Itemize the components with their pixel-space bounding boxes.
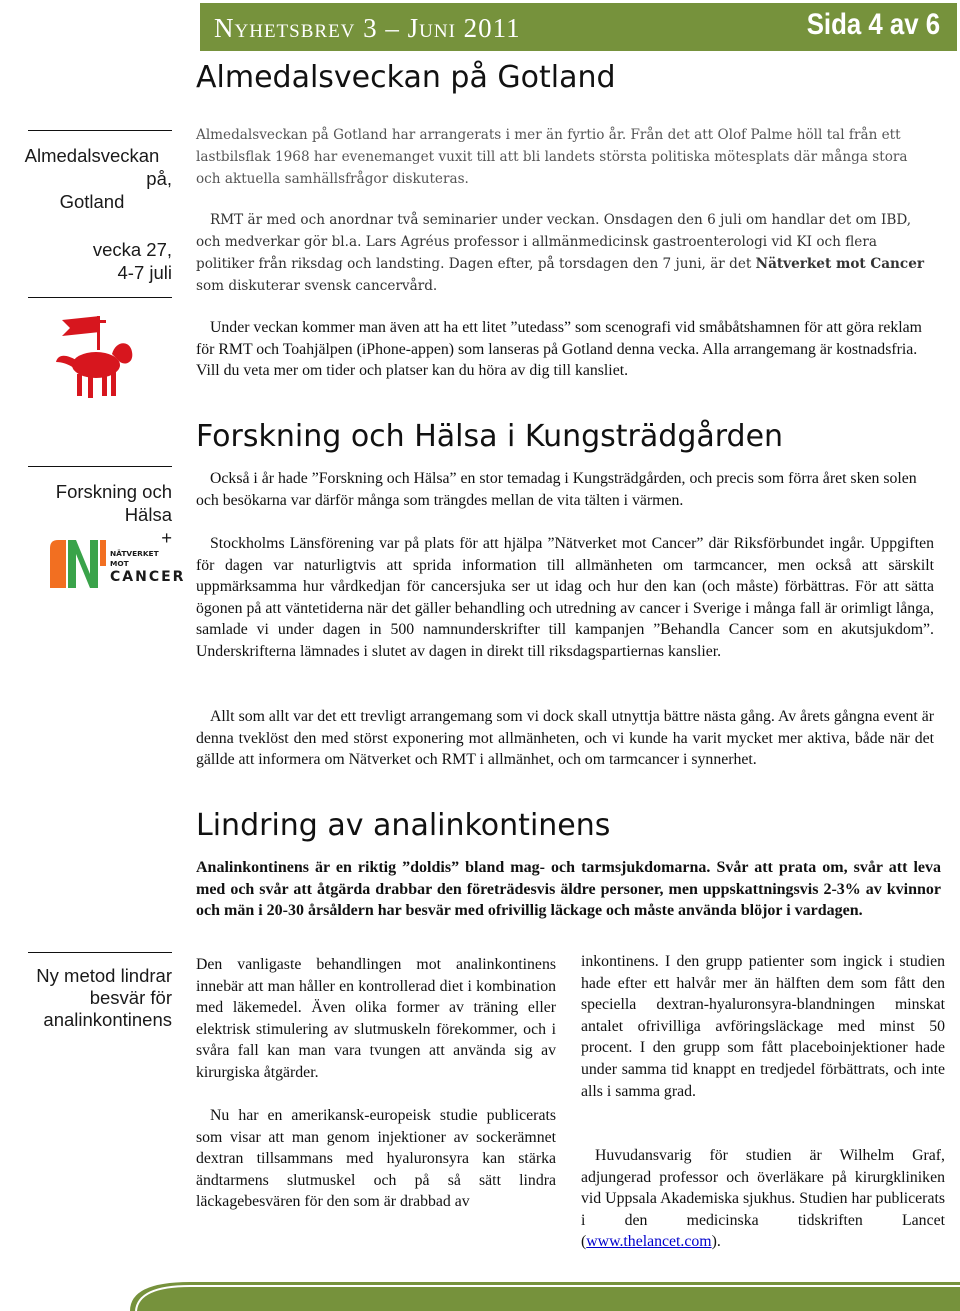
lindring-col2-paragraph-1: inkontinens. I den grupp patienter som ingick i studien hade efter ett halvår mer än hälften dem som fått den speciella dextran-hyaluronsyra-blandningen minskat antalet ofrivilliga avföringsläckage med minst 50 procent. I den grupp som fått placeboinjektioner hade under samma tid knappt en tredjedel förbättrats, och inte alls i samma grad. — [581, 953, 945, 1100]
natverket-logo-text: NÄTVERKET MOT CANCER — [110, 549, 186, 585]
forskning-paragraph-2: Stockholms Länsförening var på plats för att hjälpa ”Nätverket mot Cancer” där Riksförbundet ingår. Uppgiften för dagen var naturligtvis att sprida information till allmänheten om tarmcancer, men också att särskilt uppmärksamma hur vårdkedjan för cancersjuka ser ut idag och hur den kan (och måste) förbättras. För att sätta ögonen på att väntetiderna när det gäller behandling och utredning av cancer i Sverige i många fall är orimligt långa, samlade vi under dagen in 500 namnunderskrifter till kampanjen ”Behandla Cancer som en akutsjukdom”. Underskrifterna lämnades i slutet av dagen in direkt till riksdagspartiernas kanslier. — [196, 535, 934, 660]
forskning-paragraph-3: Allt som allt var det ett trevligt arrangemang som vi dock skall utnyttja bättre nästa gång. Av årets gångna event är denna tveklöst den med störst exponering mot allmänheten, och vi kunde ha varit mycket mer aktiva, både när det gällde att informera om Nätverket och RMT i allmänhet, och om tarmcancer i synnerhet. — [196, 708, 934, 769]
section-heading-lindring: Lindring av analinkontinens — [196, 808, 611, 843]
forskning-paragraph-1: Också i år hade ”Forskning och Hälsa” en stor temadag i Kungsträdgården, och precis som förra året sken solen och besökarna var därför många som trängdes mellan de vita tälten i värmen. — [196, 470, 917, 509]
lindring-col2-paragraph-2: Huvudansvarig för studien är Wilhelm Graf, adjungerad professor och överläkare på kirurgkliniken vid Uppsala Akademiska sjukhus. Studien har publicerats i den medicinska tidskriften Lancet (www.thelancet.com). — [581, 1147, 945, 1251]
sidebar-almedalen-title: Almedalsveckan på, Gotland — [24, 145, 172, 212]
sidebar-rule — [28, 952, 172, 953]
lindring-col1-paragraph-1: Den vanligaste behandlingen mot analinkontinens innebär att man håller en kontrollerad diet i kombination med läkemedel. Även olika former av träning eller elektrisk stimulering av slutmuskeln förekommer, och i svåra fall kan man vara tvungen att använda sig av kirurgiska åtgärder. — [196, 956, 556, 1081]
section-heading-almedalen: Almedalsveckan på Gotland — [196, 60, 616, 95]
sidebar-rule — [28, 466, 172, 467]
sidebar-rule — [28, 130, 172, 131]
sidebar-analinkontinens-title: Ny metod lindrar besvär för analinkontinens — [36, 965, 172, 1030]
almedalen-paragraph-3: Under veckan kommer man även att ha ett litet ”utedass” som scenografi vid småbåtshamnen för att göra reklam för RMT och Toahjälpen (iPhone-appen) som lanseras på Gotland denna vecka. Alla arrangemang är kostnadsfria. Vill du veta mer om tider och platser kan du höra av dig till kansliet. — [196, 319, 922, 380]
gotland-ram-emblem-icon — [50, 310, 134, 402]
almedalen-paragraph-2: RMT är med och anordnar två seminarier under veckan. Onsdagen den 6 juli om handlar det om IBD, och medverkar gör bl.a. Lars Agréus professor i allmänmedicinsk gastroenterologi vid KI och flera politiker från riksdag och landsting. Dagen efter, på torsdagen den 7 juni, är det Nätverket mot Cancer som diskuterar svensk cancervård. — [196, 212, 925, 294]
footer-decorative-curve — [130, 1276, 960, 1311]
section-heading-forskning: Forskning och Hälsa i Kungsträdgården — [196, 419, 784, 454]
lindring-lead: Analinkontinens är en riktig ”doldis” bland mag- och tarmsjukdomarna. Svår att prata om, svår att leva med och svår att åtgärda drabbar den företrädesvis äldre personer, men uppskattningsvis 2-3% av kvinnor och män i 20-30 årsåldern har besvär med ofrivillig läckage och måste använda blöjor i vardagen. — [196, 859, 941, 920]
lindring-col1-paragraph-2: Nu har en amerikansk-europeisk studie publicerats som visar att man genom injektioner av sockerämnet dextran tillsammans med hyaluronsyra kan stärka ändtarmens slutmuskel och på så sätt lindra läckagebesvären för den som är drabbad av — [196, 1107, 556, 1211]
lancet-link[interactable]: www.thelancet.com — [586, 1233, 712, 1251]
sidebar-almedalen-date: vecka 27, 4-7 juli — [92, 239, 172, 283]
page-indicator: Sida 4 av 6 — [806, 8, 940, 41]
almedalen-paragraph-1: Almedalsveckan på Gotland har arrangerats i mer än fyrtio år. Från det att Olof Palme höll tal från ett lastbilsflak 1968 har evenemanget vuxit till att bli landets största politiska mötesplats där många stora och aktuella samhällsfrågor diskuteras. — [196, 127, 908, 187]
sidebar-forskning-title: Forskning och Hälsa + — [55, 481, 172, 548]
natverket-mot-cancer-logo-icon — [46, 536, 108, 592]
sidebar-rule — [28, 297, 172, 298]
newsletter-title: Nyhetsbrev 3 – Juni 2011 — [214, 13, 521, 43]
